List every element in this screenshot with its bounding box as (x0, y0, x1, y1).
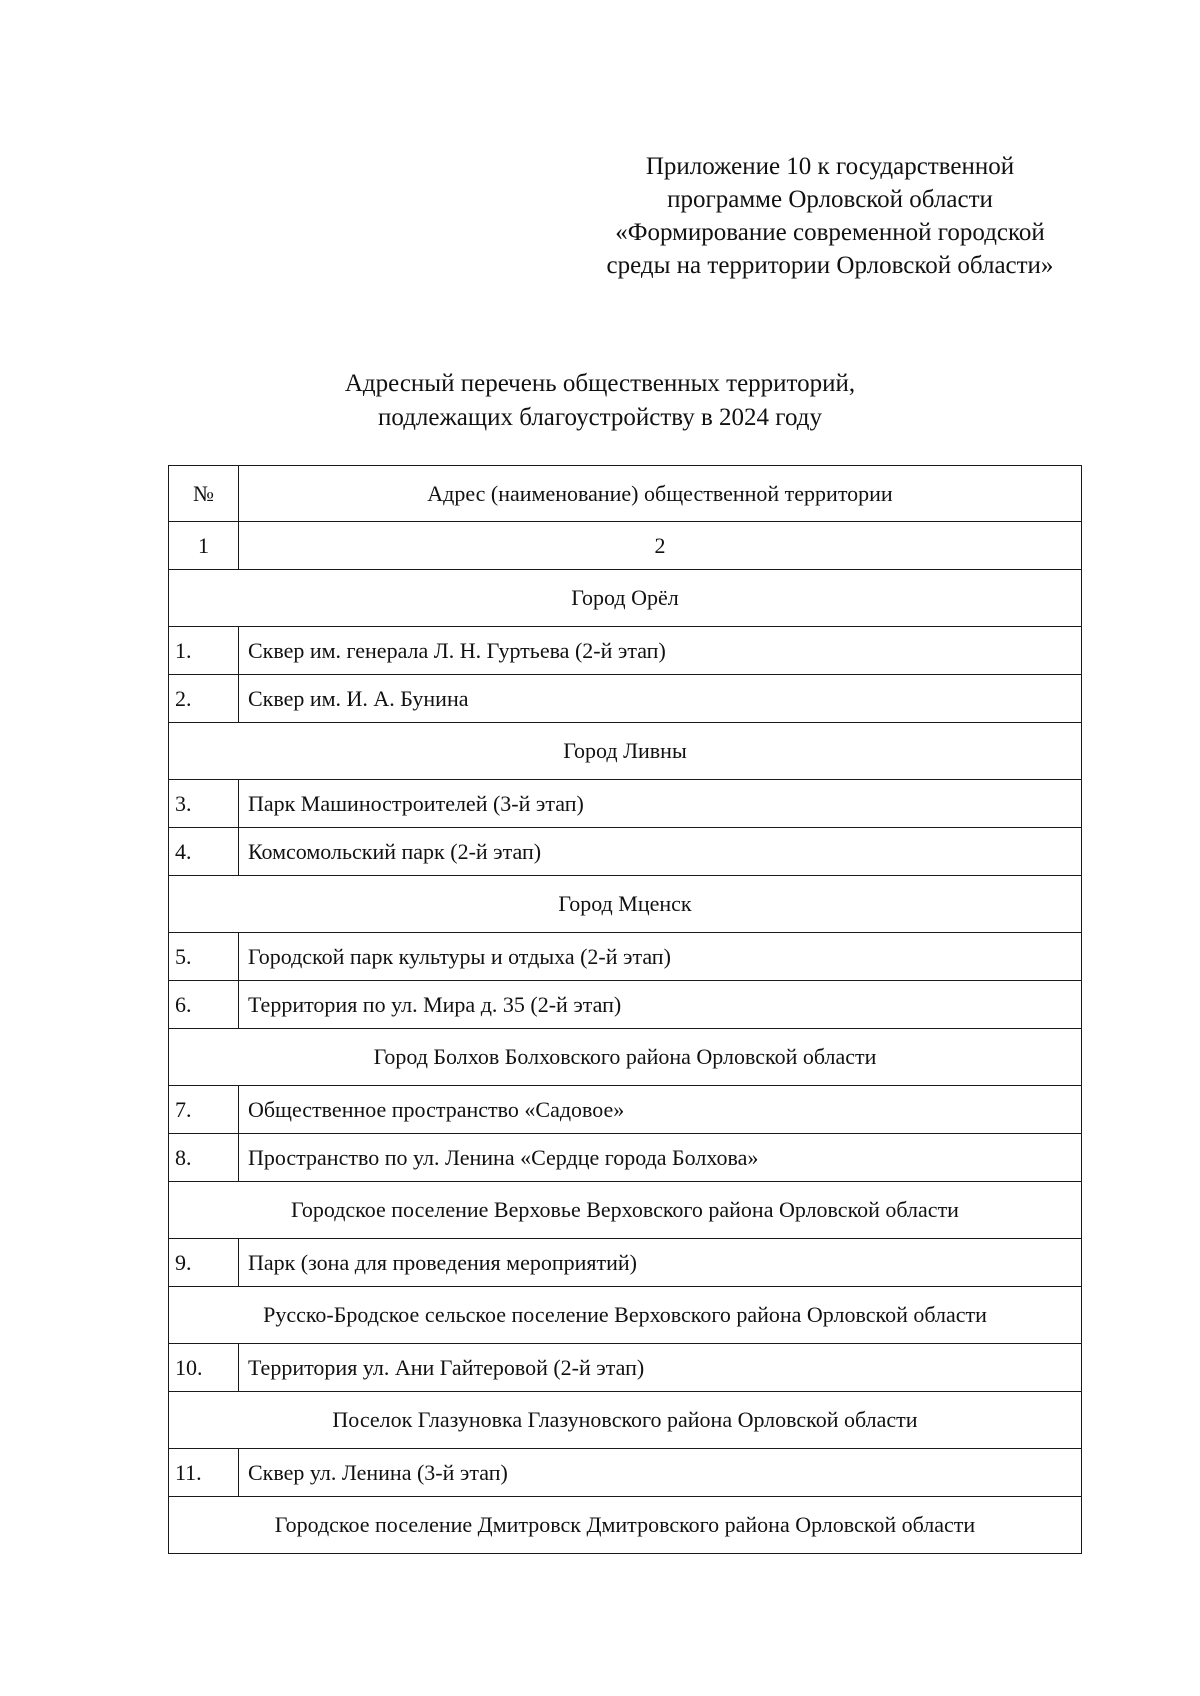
row-number: 11. (169, 1449, 239, 1497)
group-title: Город Болхов Болховского района Орловской области (169, 1029, 1082, 1086)
row-number: 1. (169, 627, 239, 675)
group-title: Поселок Глазуновка Глазуновского района Орловской области (169, 1392, 1082, 1449)
group-title: Город Мценск (169, 876, 1082, 933)
table-row (169, 675, 1082, 723)
row-address: Сквер им. генерала Л. Н. Гуртьева (2-й этап) (238, 627, 1081, 675)
table-header-row (169, 466, 1082, 522)
group-row (169, 1029, 1082, 1086)
row-number: 4. (169, 828, 239, 876)
table-body (169, 466, 1082, 1554)
appendix-note (560, 150, 1100, 282)
column-index-row (169, 522, 1082, 570)
group-row (169, 1287, 1082, 1344)
table-row (169, 627, 1082, 675)
row-address: Парк (зона для проведения мероприятий) (238, 1239, 1081, 1287)
row-number: 7. (169, 1086, 239, 1134)
row-number: 6. (169, 981, 239, 1029)
index-number-cell: 1 (169, 522, 239, 570)
row-address: Общественное пространство «Садовое» (238, 1086, 1081, 1134)
row-address: Парк Машиностроителей (3-й этап) (238, 780, 1081, 828)
group-title: Городское поселение Дмитровск Дмитровского района Орловской области (169, 1497, 1082, 1554)
header-address-cell: Адрес (наименование) общественной территории (238, 466, 1081, 522)
header-number-cell: № (169, 466, 239, 522)
appendix-line: Приложение 10 к государственной (645, 153, 1015, 180)
row-address: Комсомольский парк (2-й этап) (238, 828, 1081, 876)
group-title: Город Ливны (169, 723, 1082, 780)
table-row (169, 1449, 1082, 1497)
appendix-line: «Формирование современной городской (615, 219, 1045, 246)
row-address: Территория ул. Ани Гайтеровой (2-й этап) (238, 1344, 1081, 1392)
index-address-cell: 2 (238, 522, 1081, 570)
row-address: Сквер им. И. А. Бунина (238, 675, 1081, 723)
table-row (169, 981, 1082, 1029)
title-line: Адресный перечень общественных территорий, (344, 370, 856, 397)
row-address: Пространство по ул. Ленина «Сердце города Болхова» (238, 1134, 1081, 1182)
row-number: 2. (169, 675, 239, 723)
row-number: 5. (169, 933, 239, 981)
table-row (169, 780, 1082, 828)
table-row (169, 1239, 1082, 1287)
appendix-line: среды на территории Орловской области» (606, 252, 1054, 279)
group-row (169, 1497, 1082, 1554)
group-row (169, 1182, 1082, 1239)
territories-table (168, 465, 1082, 1554)
row-address: Территория по ул. Мира д. 35 (2-й этап) (238, 981, 1081, 1029)
group-title: Русско-Бродское сельское поселение Верховского района Орловской области (169, 1287, 1082, 1344)
document-title (0, 367, 1200, 435)
table-row (169, 1134, 1082, 1182)
group-row (169, 570, 1082, 627)
row-number: 8. (169, 1134, 239, 1182)
row-number: 10. (169, 1344, 239, 1392)
row-number: 9. (169, 1239, 239, 1287)
table-row (169, 933, 1082, 981)
row-number: 3. (169, 780, 239, 828)
group-title: Городское поселение Верховье Верховского района Орловской области (169, 1182, 1082, 1239)
group-row (169, 1392, 1082, 1449)
group-row (169, 723, 1082, 780)
row-address: Городской парк культуры и отдыха (2-й этап) (238, 933, 1081, 981)
group-row (169, 876, 1082, 933)
row-address: Сквер ул. Ленина (3-й этап) (238, 1449, 1081, 1497)
table-row (169, 828, 1082, 876)
group-title: Город Орёл (169, 570, 1082, 627)
table-row (169, 1086, 1082, 1134)
title-line: подлежащих благоустройству в 2024 году (378, 404, 822, 431)
table-row (169, 1344, 1082, 1392)
appendix-line: программе Орловской области (667, 186, 993, 213)
